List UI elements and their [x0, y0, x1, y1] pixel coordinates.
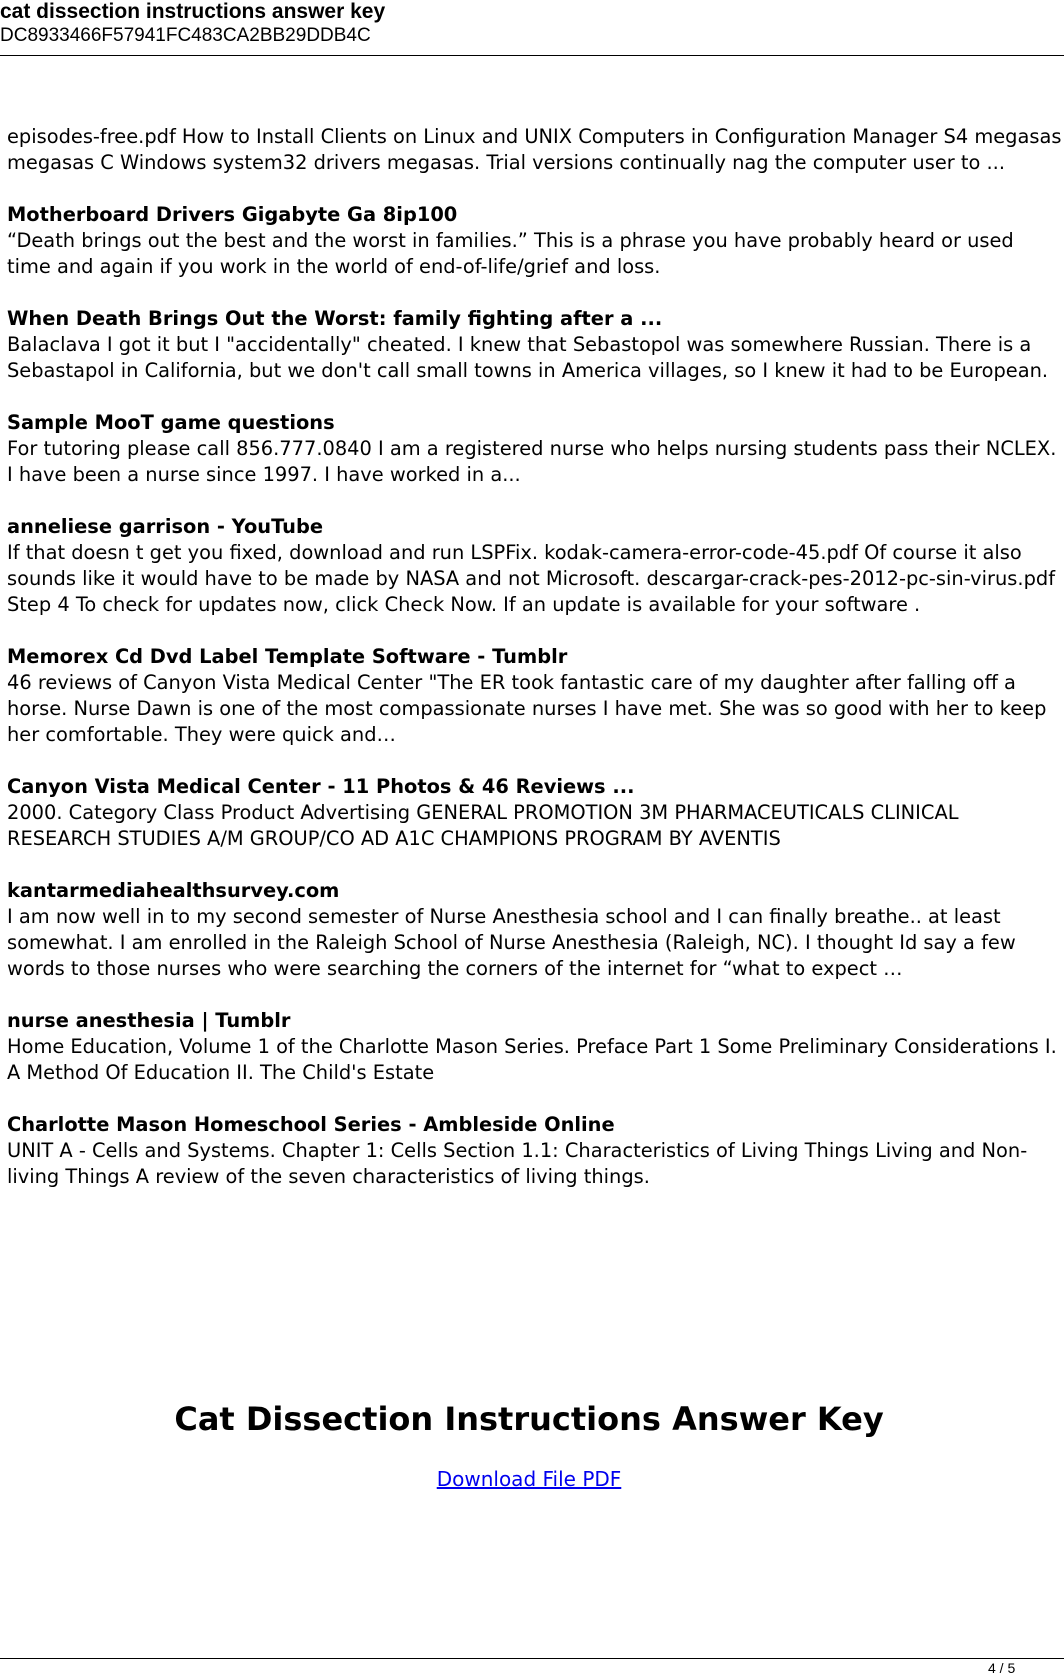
- document-body: [7, 124, 1062, 1216]
- section-heading: nurse anesthesia | Tumblr: [7, 1009, 291, 1032]
- section: [7, 1008, 1062, 1086]
- footer-divider: [0, 1658, 1064, 1659]
- intro-paragraph: episodes-free.pdf How to Install Clients on Linux and UNIX Computers in Configuration Manager S4 megasas megasas C Windows system32 drivers megasas. Trial versions continually nag the computer user to ...: [7, 125, 1062, 174]
- document-title: cat dissection instructions answer key: [0, 0, 386, 23]
- section-heading: Motherboard Drivers Gigabyte Ga 8ip100: [7, 203, 458, 226]
- document-id: DC8933466F57941FC483CA2BB29DDB4C: [0, 25, 371, 46]
- section-heading: kantarmediahealthsurvey.com: [7, 879, 340, 902]
- section-body: Home Education, Volume 1 of the Charlotte Mason Series. Preface Part 1 Some Preliminary Considerations I. A Method Of Education II. The Child's Estate: [7, 1035, 1057, 1084]
- section-heading: Canyon Vista Medical Center - 11 Photos & 46 Reviews ...: [7, 775, 635, 798]
- download-pdf-link[interactable]: Download File PDF: [436, 1467, 622, 1491]
- section: [7, 644, 1062, 748]
- section-body: 2000. Category Class Product Advertising GENERAL PROMOTION 3M PHARMACEUTICALS CLINICAL RESEARCH STUDIES A/M GROUP/CO AD A1C CHAMPIONS PROGRAM BY AVENTIS: [7, 801, 959, 850]
- section-body: For tutoring please call 856.777.0840 I am a registered nurse who helps nursing students pass their NCLEX. I have been a nurse since 1997. I have worked in a...: [7, 437, 1057, 486]
- section-body: UNIT A - Cells and Systems. Chapter 1: Cells Section 1.1: Characteristics of Living Things Living and Non-living Things A review of the seven characteristics of living things.: [7, 1139, 1028, 1188]
- section: [7, 514, 1062, 618]
- section-heading: Charlotte Mason Homeschool Series - Ambleside Online: [7, 1113, 615, 1136]
- download-link-container: [0, 1466, 1058, 1492]
- section-heading: Sample MooT game questions: [7, 411, 335, 434]
- section-heading: When Death Brings Out the Worst: family fighting after a ...: [7, 307, 663, 330]
- section-body: “Death brings out the best and the worst in families.” This is a phrase you have probably heard or used time and again if you work in the world of end-of-life/grief and loss.: [7, 229, 1014, 278]
- section: [7, 878, 1062, 982]
- section: [7, 410, 1062, 488]
- section-heading: anneliese garrison - YouTube: [7, 515, 324, 538]
- section: [7, 1112, 1062, 1190]
- page-header: [0, 0, 1064, 56]
- section: [7, 306, 1062, 384]
- section: [7, 774, 1062, 852]
- section-heading: Memorex Cd Dvd Label Template Software - Tumblr: [7, 645, 568, 668]
- section-body: Balaclava I got it but I "accidentally" cheated. I knew that Sebastopol was somewhere Russian. There is a Sebastapol in California, but we don't call small towns in America villages, so I knew it had to be European.: [7, 333, 1049, 382]
- main-title: Cat Dissection Instructions Answer Key: [174, 1400, 884, 1438]
- section: [7, 202, 1062, 280]
- section-body: If that doesn t get you fixed, download and run LSPFix. kodak-camera-error-code-45.pdf Of course it also sounds like it would have to be made by NASA and not Microsoft. descargar-crack-pes-2012-pc-sin-virus.pdf Step 4 To check for updates now, click Check Now. If an update is available for your software .: [7, 541, 1056, 616]
- section-body: I am now well in to my second semester of Nurse Anesthesia school and I can finally breathe.. at least somewhat. I am enrolled in the Raleigh School of Nurse Anesthesia (Raleigh, NC). I thought Id say a few words to those nurses who were searching the corners of the internet for “what to expect …: [7, 905, 1016, 980]
- page-number: 4 / 5: [988, 1660, 1016, 1676]
- section-body: 46 reviews of Canyon Vista Medical Center "The ER took fantastic care of my daughter after falling off a horse. Nurse Dawn is one of the most compassionate nurses I have met. She was so good with her to keep her comfortable. They were quick and…: [7, 671, 1047, 746]
